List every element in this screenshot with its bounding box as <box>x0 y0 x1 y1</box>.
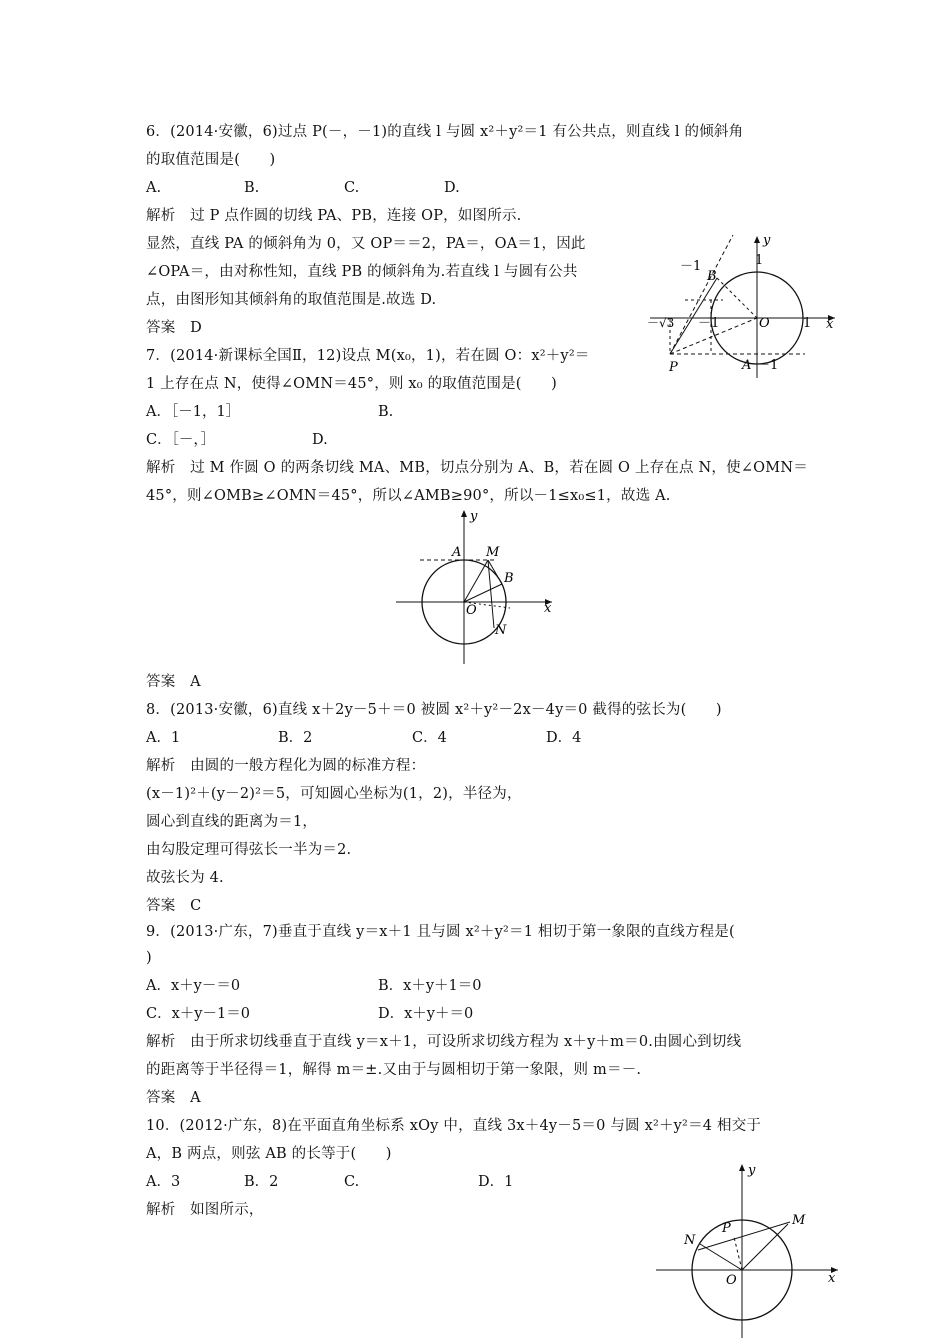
segment-o-m <box>464 560 488 602</box>
q6-stem-line2: 的取值范围是( ) <box>146 152 276 168</box>
label-o: O <box>466 603 477 618</box>
q9-option-a: A．x＋y－＝0 <box>146 978 241 994</box>
q6-analysis-line2: 显然，直线 PA 的倾斜角为 0，又 OP＝＝2，PA＝，OA＝1，因此 <box>146 236 586 252</box>
y-axis-arrow <box>739 1164 745 1171</box>
q10-analysis-line1: 解析 如图所示， <box>146 1202 264 1218</box>
q8-answer: 答案 C <box>146 898 202 914</box>
q8-option-b: B．2 <box>278 730 313 746</box>
y-axis-arrow <box>461 510 467 517</box>
q7-analysis-line2: 45°，则∠OMB≥∠OMN＝45°，所以∠AMB≥90°，所以－1≤x₀≤1，故选 A. <box>146 488 671 504</box>
segment-o-p-dashed <box>734 1237 742 1270</box>
label-b: B <box>707 269 717 284</box>
label-y: y <box>763 233 771 248</box>
label-x: x <box>544 601 552 616</box>
figure-q6-tangent-lines <box>645 230 845 380</box>
label-y: y <box>748 1163 756 1178</box>
q9-answer: 答案 A <box>146 1090 201 1106</box>
y-axis-arrow <box>754 236 760 243</box>
q8-analysis-line1: 解析 由圆的一般方程化为圆的标准方程： <box>146 758 426 774</box>
q6-analysis-line3: ∠OPA＝，由对称性知，直线 PB 的倾斜角为.若直线 l 与圆有公共 <box>146 264 578 280</box>
q7-option-c: C．［－，］ <box>146 432 216 448</box>
label-x: x <box>828 1271 836 1286</box>
q8-analysis-line3: 圆心到直线的距离为＝1， <box>146 814 318 830</box>
q8-analysis-line2: (x－1)²＋(y－2)²＝5，可知圆心坐标为(1，2)，半径为， <box>146 786 522 802</box>
q7-option-d: D. <box>312 432 328 448</box>
label-one-top: 1 <box>755 253 764 268</box>
q6-option-c: C. <box>344 180 360 196</box>
label-p: P <box>722 1221 731 1236</box>
tangent-pb-dashed <box>670 235 733 354</box>
label-n: N <box>684 1233 696 1248</box>
label-neg-sqrt3: －√3 <box>647 316 675 330</box>
q6-stem-line1: 6．(2014·安徽，6)过点 P(－，－1)的直线 l 与圆 x²＋y²＝1 有公共点，则直线 l 的倾斜角 <box>146 124 744 140</box>
q10-option-a: A．3 <box>146 1174 181 1190</box>
q9-analysis-line2: 的距离等于半径得＝1，解得 m＝±.又由于与圆相切于第一象限，则 m＝－. <box>146 1062 642 1078</box>
label-neg1-bottom: －1 <box>757 358 779 373</box>
q6-option-d: D. <box>444 180 460 196</box>
figure-q10-chord <box>652 1160 842 1340</box>
label-neg1-axis: －1 <box>698 316 720 331</box>
q10-option-d: D．1 <box>478 1174 514 1190</box>
label-neg1-top: －1 <box>680 259 702 274</box>
q6-analysis-line4: 点，由图形知其倾斜角的取值范围是.故选 D. <box>146 292 437 308</box>
q9-stem-line1: 9．(2013·广东，7)垂直于直线 y＝x＋1 且与圆 x²＋y²＝1 相切于第一象限的直线方程是( <box>146 924 735 940</box>
label-n: N <box>495 623 507 638</box>
q9-option-d: D．x＋y＋＝0 <box>378 1006 474 1022</box>
label-p: P <box>669 360 678 375</box>
label-o: O <box>726 1273 737 1288</box>
label-x: x <box>826 317 834 332</box>
label-b: B <box>504 571 514 586</box>
label-a: A <box>742 358 752 373</box>
label-one-axis: 1 <box>803 316 812 331</box>
q10-option-c: C. <box>344 1174 360 1190</box>
q7-option-b: B. <box>378 404 394 420</box>
q8-stem: 8．(2013·安徽，6)直线 x＋2y－5＋＝0 被圆 x²＋y²－2x－4y＝0 截得的弦长为( ) <box>146 702 722 718</box>
label-a: A <box>452 545 462 560</box>
label-m: M <box>792 1213 806 1228</box>
q7-analysis-line1: 解析 过 M 作圆 O 的两条切线 MA、MB，切点分别为 A、B，若在圆 O 上存在点 N，使∠OMN＝ <box>146 460 808 476</box>
label-m: M <box>486 545 500 560</box>
q8-analysis-line5: 故弦长为 4. <box>146 870 224 886</box>
q8-option-d: D．4 <box>546 730 582 746</box>
q7-option-a: A．［－1，1］ <box>146 404 241 420</box>
q7-stem-line2: 1 上存在点 N，使得∠OMN＝45°，则 x₀ 的取值范围是( ) <box>146 376 557 392</box>
q7-answer: 答案 A <box>146 674 201 690</box>
q8-analysis-line4: 由勾股定理可得弦长一半为＝2. <box>146 842 352 858</box>
q6-answer: 答案 D <box>146 320 202 336</box>
q6-analysis-line1: 解析 过 P 点作圆的切线 PA、PB，连接 OP，如图所示. <box>146 208 522 224</box>
q10-option-b: B．2 <box>244 1174 279 1190</box>
q8-option-a: A．1 <box>146 730 181 746</box>
label-o: O <box>759 316 770 331</box>
label-y: y <box>470 509 478 524</box>
figure-q7-tangent-lines <box>392 506 572 666</box>
segment-o-n <box>700 1244 742 1270</box>
q10-stem-line1: 10．(2012·广东，8)在平面直角坐标系 xOy 中，直线 3x＋4y－5＝0 与圆 x²＋y²＝4 相交于 <box>146 1118 762 1134</box>
segment-ob-dashed <box>717 278 757 318</box>
q9-analysis-line1: 解析 由于所求切线垂直于直线 y＝x＋1，可设所求切线方程为 x＋y＋m＝0.由圆心到切线 <box>146 1034 742 1050</box>
segment-o-m <box>742 1224 788 1270</box>
q10-stem-line2: A，B 两点，则弦 AB 的长等于( ) <box>146 1146 392 1162</box>
q9-option-c: C．x＋y－1＝0 <box>146 1006 250 1022</box>
q9-option-b: B．x＋y＋1＝0 <box>378 978 482 994</box>
q7-stem-line1: 7．(2014·新课标全国Ⅱ，12)设点 M(x₀，1)，若在圆 O：x²＋y²＝ <box>146 348 590 364</box>
q8-option-c: C．4 <box>412 730 447 746</box>
q6-option-a: A. <box>146 180 162 196</box>
q6-option-b: B. <box>244 180 260 196</box>
q9-stem-line2: ) <box>146 950 152 966</box>
